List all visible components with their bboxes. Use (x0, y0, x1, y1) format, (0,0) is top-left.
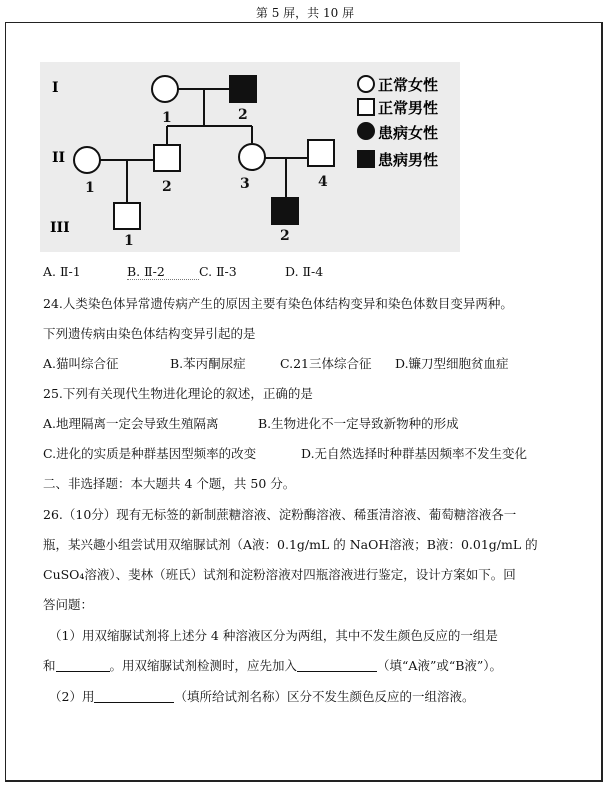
section-2-title: 二、非选择题：本大题共 4 个题，共 50 分。 (43, 476, 296, 491)
generation-label-2: II (52, 150, 66, 166)
generation-label-1: I (52, 80, 59, 96)
q25-stem: 25.下列有关现代生物进化理论的叙述，正确的是 (43, 386, 313, 401)
legend-symbol-affected-male (358, 151, 374, 167)
q26-sub1-line-2 (43, 656, 502, 674)
legend-label-affected-female: 患病女性 (378, 124, 439, 142)
individual-I-2 (230, 76, 256, 102)
q25-option-b: B.生物进化不一定导致新物种的形成 (258, 416, 459, 431)
legend-label-normal-male: 正常男性 (378, 99, 439, 117)
q23-option-d: D. Ⅱ-4 (285, 264, 324, 279)
q26-answer-blank-3[interactable] (94, 690, 174, 703)
legend-symbol-affected-female (358, 123, 374, 139)
q24-option-a: A.猫叫综合征 (43, 356, 119, 371)
q26-sub2-text-post: （填所给试剂名称）区分不发生颜色反应的一组溶液。 (174, 689, 475, 704)
q24-option-c: C.21三体综合征 (280, 356, 372, 371)
q25-option-a: A.地理隔离一定会导致生殖隔离 (43, 416, 219, 431)
label-I-2: 2 (238, 107, 248, 123)
individual-II-2 (154, 145, 180, 171)
q24-stem-line-1: 24.人类染色体异常遗传病产生的原因主要有染色体结构变异和染色体数目变异两种。 (43, 296, 513, 311)
legend-symbol-normal-female (358, 76, 374, 92)
label-II-4: 4 (318, 174, 328, 190)
q26-line-3: CuSO₄溶液）、斐林（班氏）试剂和淀粉溶液对四瓶溶液进行鉴定，设计方案如下。回 (43, 567, 516, 582)
individual-II-4 (308, 140, 334, 166)
label-III-1: 1 (124, 233, 134, 249)
individual-III-1 (114, 203, 140, 229)
q24-option-b: B.苯丙酮尿症 (170, 356, 246, 371)
page-indicator: 第 5 屏，共 10 屏 (255, 6, 355, 20)
q26-answer-blank-2[interactable] (297, 659, 377, 672)
q26-line-4: 答问题： (43, 597, 94, 612)
individual-II-1 (74, 147, 100, 173)
legend-symbol-normal-male (358, 99, 374, 115)
pedigree-chart (40, 62, 460, 252)
q26-line-2: 瓶，某兴趣小组尝试用双缩脲试剂（A液：0.1g/mL 的 NaOH溶液；B液：0.01g/mL 的 (43, 537, 538, 552)
label-II-2: 2 (162, 179, 172, 195)
q26-answer-blank-1[interactable] (56, 659, 110, 672)
legend-label-normal-female: 正常女性 (378, 76, 439, 94)
q24-stem-line-2: 下列遗传病由染色体结构变异引起的是 (43, 326, 256, 341)
q25-option-c: C.进化的实质是种群基因型频率的改变 (43, 446, 257, 461)
legend-label-affected-male: 患病男性 (378, 151, 439, 169)
label-I-1: 1 (162, 110, 172, 126)
q23-options (43, 264, 323, 280)
q26-sub2-text-pre: （2）用 (49, 689, 95, 704)
q26-sub1-text-post: （填“A液”或“B液”）。 (377, 658, 503, 673)
q23-option-c: C. Ⅱ-3 (199, 264, 237, 279)
q24-options (43, 354, 509, 372)
q26-line-1: 26.（10分）现有无标签的新制蔗糖溶液、淀粉酶溶液、稀蛋清溶液、葡萄糖溶液各一 (43, 507, 517, 522)
q25-options-row-1 (43, 414, 459, 432)
label-II-1: 1 (85, 180, 95, 196)
q26-sub1-text-and: 和 (43, 658, 56, 673)
label-II-3: 3 (240, 176, 250, 192)
q23-option-b: B. Ⅱ-2 (127, 264, 199, 280)
q26-sub2-line (49, 687, 474, 705)
q26-sub1-line-1: （1）用双缩脲试剂将上述分 4 种溶液区分为两组，其中不发生颜色反应的一组是 (49, 628, 498, 643)
individual-III-2 (272, 198, 298, 224)
label-III-2: 2 (280, 228, 290, 244)
individual-II-3 (239, 144, 265, 170)
generation-label-3: III (50, 220, 70, 236)
q23-option-a: A. Ⅱ-1 (43, 264, 81, 279)
q25-option-d: D.无自然选择时种群基因频率不发生变化 (301, 446, 528, 461)
q25-options-row-2 (43, 444, 527, 462)
q24-option-d: D.镰刀型细胞贫血症 (395, 356, 509, 371)
individual-I-1 (152, 76, 178, 102)
q26-sub1-text-mid: 。用双缩脲试剂检测时，应先加入 (109, 658, 298, 673)
